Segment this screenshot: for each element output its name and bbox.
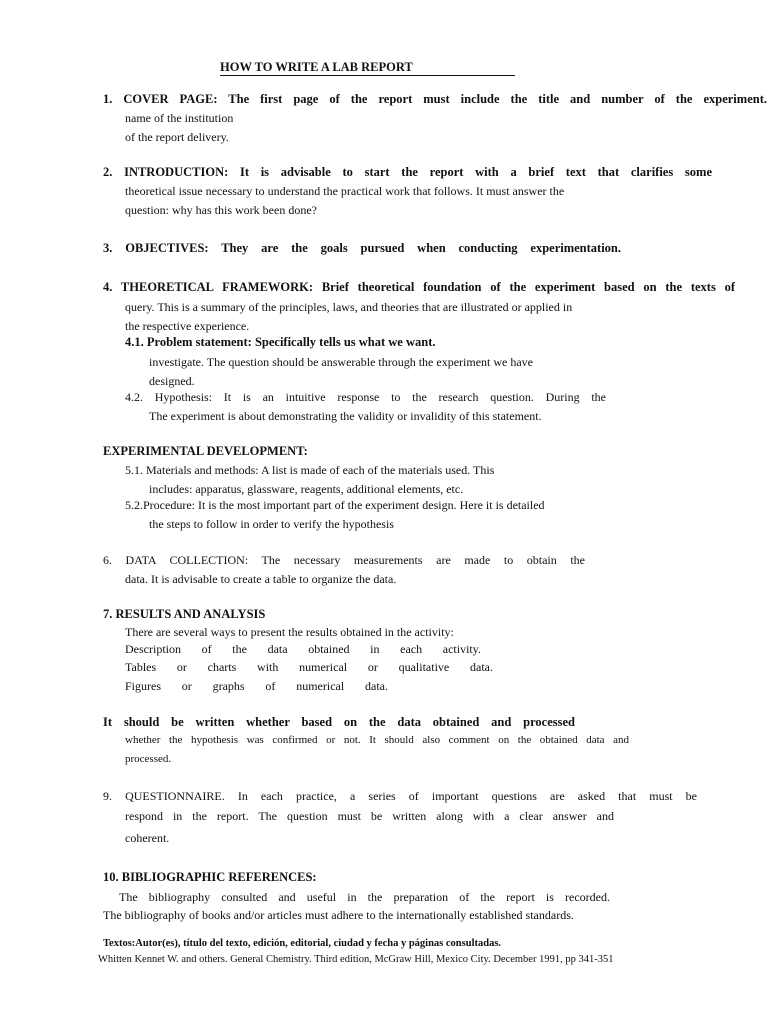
subsection-5-2-heading: 5.2.Procedure: It is the most important part of the experiment design. Here it is detailed (125, 498, 545, 512)
subsection-4-1-heading: 4.1. Problem statement: Specifically tells us what we want. (125, 335, 436, 349)
subsection-5-1-line-1: includes: apparatus, glassware, reagents, additional elements, etc. (149, 482, 464, 496)
section-4-line-1: query. This is a summary of the principles, laws, and theories that are illustrated or applied in (125, 300, 573, 314)
section-8-heading: It should be written whether based on the data obtained and processed (103, 715, 575, 729)
section-4-line-2: the respective experience. (125, 319, 250, 333)
textos-note: Textos:Autor(es), título del texto, edición, editorial, ciudad y fecha y páginas consultadas. (103, 938, 502, 949)
page-title: HOW TO WRITE A LAB REPORT (220, 59, 515, 76)
section-7-line-1: There are several ways to present the results obtained in the activity: (125, 625, 454, 639)
section-9-line-1: respond in the report. The question must be written along with a clear answer and (125, 809, 614, 823)
section-10-heading: 10. BIBLIOGRAPHIC REFERENCES: (103, 870, 317, 884)
subsection-4-2-heading: 4.2. Hypothesis: It is an intuitive response to the research question. During the (125, 390, 606, 404)
section-6-line-1: data. It is advisable to create a table to organize the data. (125, 572, 397, 586)
section-7-heading: 7. RESULTS AND ANALYSIS (103, 607, 266, 621)
section-7-line-3: Tables or charts with numerical or qualitative data. (125, 660, 493, 674)
subsection-4-1-line-2: designed. (149, 374, 195, 388)
subsection-5-2-line-1: the steps to follow in order to verify the hypothesis (149, 517, 394, 531)
section-8-line-1: whether the hypothesis was confirmed or not. It should also comment on the obtained data and (125, 734, 629, 746)
subsection-5-1-heading: 5.1. Materials and methods: A list is made of each of the materials used. This (125, 463, 495, 477)
section-7-line-4: Figures or graphs of numerical data. (125, 679, 388, 693)
subsection-4-2-line-1: The experiment is about demonstrating the validity or invalidity of this statement. (149, 409, 542, 423)
section-10-line-1: The bibliography consulted and useful in the preparation of the report is recorded. (119, 890, 610, 904)
section-10-line-2: The bibliography of books and/or articles must adhere to the internationally established standards. (103, 908, 574, 922)
subsection-4-1-line-1: investigate. The question should be answerable through the experiment we have (149, 355, 533, 369)
section-2-line-1: theoretical issue necessary to understand the practical work that follows. It must answer the (125, 184, 565, 198)
section-1-line-2: of the report delivery. (125, 130, 229, 144)
section-9-line-2: coherent. (125, 831, 170, 845)
section-4-heading: 4. THEORETICAL FRAMEWORK: Brief theoretical foundation of the experiment based on the texts of (103, 280, 735, 294)
section-9-heading: 9. QUESTIONNAIRE. In each practice, a series of important questions are asked that must be (103, 789, 697, 803)
section-7-line-2: Description of the data obtained in each activity. (125, 642, 481, 656)
section-6-heading: 6. DATA COLLECTION: The necessary measurements are made to obtain the (103, 553, 585, 567)
section-1-heading: 1. COVER PAGE: The first page of the report must include the title and number of the experiment. (103, 92, 767, 106)
section-8-line-2: processed. (125, 753, 172, 765)
section-5-heading: EXPERIMENTAL DEVELOPMENT: (103, 444, 308, 458)
citation: Whitten Kennet W. and others. General Chemistry. Third edition, McGraw Hill, Mexico City. December 1991, pp 341-351 (98, 954, 614, 965)
section-2-line-2: question: why has this work been done? (125, 203, 317, 217)
section-2-heading: 2. INTRODUCTION: It is advisable to start the report with a brief text that clarifies some (103, 165, 712, 179)
section-3-heading: 3. OBJECTIVES: They are the goals pursued when conducting experimentation. (103, 241, 621, 255)
section-1-line-1: name of the institution (125, 111, 234, 125)
